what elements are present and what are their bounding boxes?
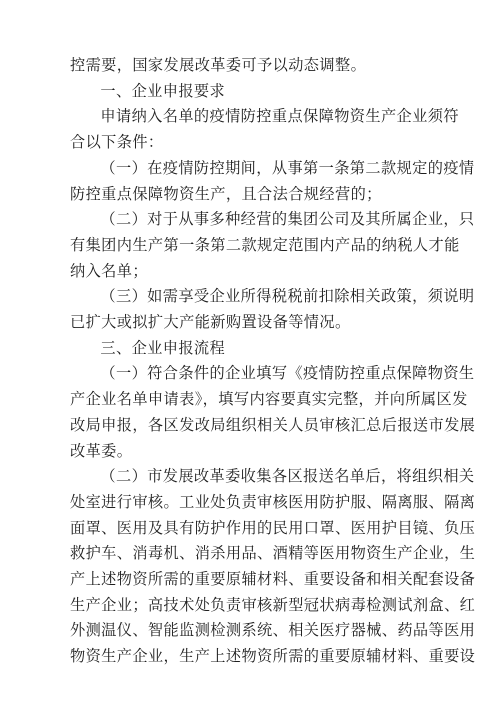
section-heading-process: 三、企业申报流程	[100, 338, 226, 357]
text-line-23: 外测温仪、智能监测检测系统、相关医疗器械、药品等医用	[70, 621, 476, 640]
text-line-22: 生产企业；高技术处负责审核新型冠状病毒检测试剂盒、红	[70, 595, 476, 614]
text-line-7: （二）对于从事多种经营的集团公司及其所属企业，只	[100, 210, 475, 229]
text-line-14: 产企业名单申请表》，填写内容要真实完整，并向所属区发	[70, 390, 468, 409]
text-line-6: 防控重点保障物资生产，且合法合规经营的；	[70, 184, 382, 203]
document-body	[70, 53, 476, 670]
text-line-11: 已扩大或拟扩大产能新购置设备等情况。	[70, 313, 351, 332]
text-line-13: （一）符合条件的企业填写《疫情防控重点保障物资生	[100, 364, 475, 383]
text-line-21: 产上述物资所需的重要原辅材料、重要设备和相关配套设备	[70, 570, 476, 589]
text-line-10: （三）如需享受企业所得税税前扣除相关政策，须说明	[100, 287, 475, 306]
section-heading-requirements: 一、企业申报要求	[100, 81, 226, 100]
text-line-1: 控需要，国家发展改革委可予以动态调整。	[70, 56, 367, 74]
text-line-18: 处室进行审核。工业处负责审核医用防护服、隔离服、隔离	[70, 492, 476, 511]
text-line-17: （二）市发展改革委收集各区报送名单后，将组织相关	[100, 467, 475, 486]
text-line-16: 改革委。	[70, 441, 133, 460]
text-line-15: 改局申报，各区发改局组织相关人员审核汇总后报送市发展	[70, 415, 476, 434]
text-line-9: 纳入名单；	[70, 261, 148, 280]
text-line-8: 有集团内生产第一条第二款规定范围内产品的纳税人才能	[70, 235, 460, 254]
text-line-20: 救护车、消毒机、消杀用品、酒精等医用物资生产企业，生	[70, 544, 476, 563]
text-line-3: 申请纳入名单的疫情防控重点保障物资生产企业须符	[100, 107, 459, 126]
text-line-19: 面罩、医用及具有防护作用的民用口罩、医用护目镜、负压	[70, 518, 476, 537]
text-line-5: （一）在疫情防控期间，从事第一条第二款规定的疫情	[100, 158, 475, 177]
text-line-24: 物资生产企业，生产上述物资所需的重要原辅材料、重要设	[70, 647, 476, 666]
text-line-4: 合以下条件：	[70, 133, 164, 152]
